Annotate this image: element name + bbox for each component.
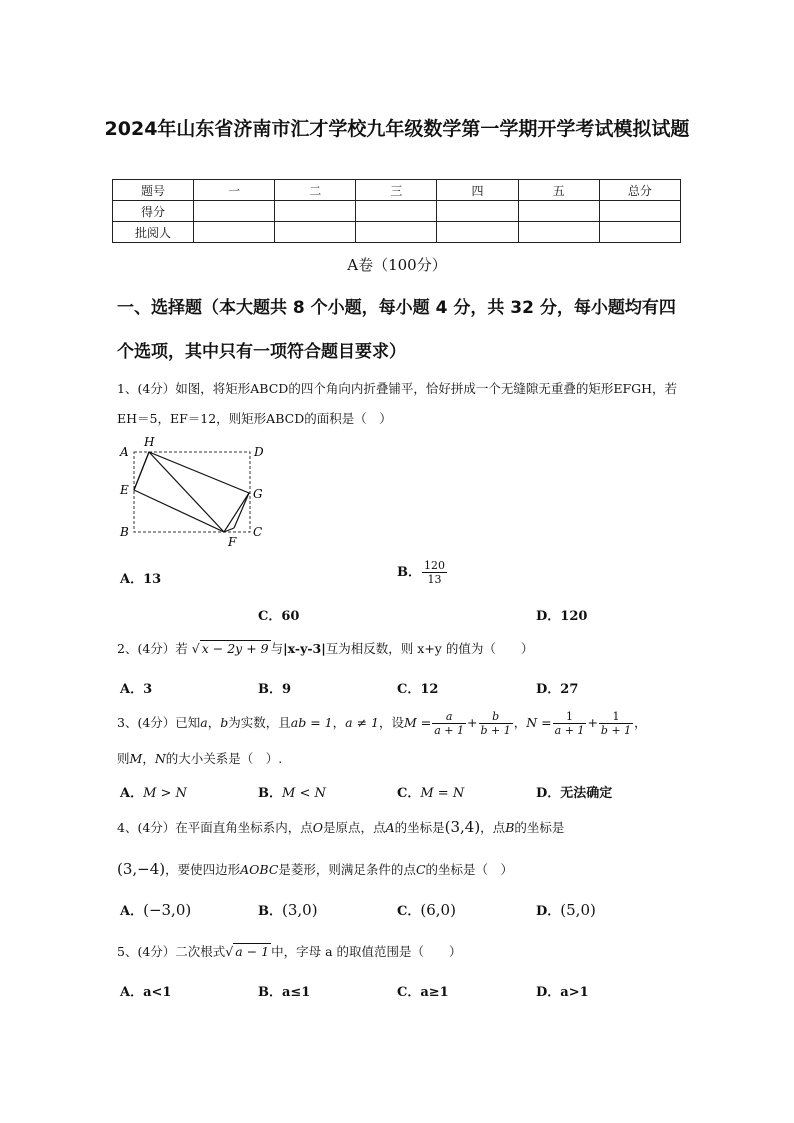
fraction-denominator: 13: [427, 573, 442, 586]
label-A: A: [120, 445, 129, 459]
score-header-cell: 四: [437, 180, 518, 201]
score-cell[interactable]: [356, 201, 437, 222]
score-cell[interactable]: [356, 222, 437, 243]
question-2-text: [117, 634, 683, 664]
fraction-denominator: b + 1: [480, 724, 511, 737]
hidden-line: [134, 490, 249, 493]
q4-point-O: O: [312, 820, 324, 835]
option-label: A．: [120, 904, 144, 919]
q3-var-a: a: [200, 715, 208, 730]
option-label: D．: [536, 904, 561, 919]
score-cell[interactable]: [194, 222, 275, 243]
label-E: E: [120, 483, 129, 497]
question-4-line-1: [117, 812, 683, 843]
q2-abs: |x-y-3|: [283, 641, 326, 656]
q4-text: ，点: [480, 820, 506, 835]
fraction-numerator: a: [432, 710, 466, 724]
q5-option-c[interactable]: C．a≥1: [397, 985, 449, 1000]
q5-option-b[interactable]: B．a≤1: [258, 985, 311, 1000]
q3-var-N: N: [154, 751, 166, 766]
q1-option-c[interactable]: C．60: [258, 609, 300, 624]
fold-line-hf: [149, 452, 224, 532]
score-table-row: [113, 201, 681, 222]
q1-option-b[interactable]: [397, 559, 448, 586]
q4-option-d[interactable]: [536, 900, 596, 919]
question-1-text: 1、(4分）如图，将矩形ABCD的四个角向内折叠铺平，恰好拼成一个无缝隙无重叠的矩形EFGH，若EH＝5，EF＝12，则矩形ABCD的面积是（ ）: [117, 381, 677, 426]
q3-option-c[interactable]: [397, 782, 464, 801]
score-table-header-row: [113, 180, 681, 201]
fraction: [599, 710, 633, 737]
option-label: B．: [258, 904, 282, 919]
question-4-line-2: [117, 854, 683, 885]
option-label: C．: [397, 786, 421, 801]
q1-option-b-fraction: [422, 559, 447, 586]
q3-text: ，: [332, 715, 346, 730]
q3-option-d[interactable]: D．无法确定: [536, 786, 613, 801]
fraction-numerator: b: [479, 710, 513, 724]
label-C: C: [253, 525, 263, 539]
fraction-numerator: 120: [424, 559, 445, 572]
fraction: [553, 710, 587, 737]
q3-text: 则: [117, 751, 130, 766]
score-table-row: [113, 222, 681, 243]
q4-point-C: C: [415, 862, 426, 877]
q5-text: 中，字母 a 的取值范围是（ ）: [271, 944, 462, 959]
q2-prefix: 2、(4分）若: [117, 641, 188, 656]
q5-text: 5、(4分）二次根式: [117, 944, 226, 959]
score-header-cell: 五: [518, 180, 599, 201]
label-H: H: [144, 435, 155, 449]
option-value: (3,0): [282, 901, 318, 919]
score-cell[interactable]: [518, 222, 599, 243]
label-D: D: [254, 445, 264, 459]
option-value: M = N: [420, 786, 465, 801]
score-cell[interactable]: [194, 201, 275, 222]
section-1-heading: 一、选择题（本大题共 8 个小题，每小题 4 分，共 32 分，每小题均有四个选项，其中只有一项符合题目要求）: [117, 298, 676, 362]
q4-point-A: A: [385, 820, 395, 835]
option-value: M > N: [143, 786, 187, 801]
option-label: A．: [120, 786, 144, 801]
q3-text: ，: [142, 751, 155, 766]
question-3-line-1: 3、(4分）已知a，b为实数，且ab = 1，a ≠ 1，设M = $\frac{a}{a + 1}$ + $\frac{b}{b + 1}$ ，N = $\frac{1}{a + 1}$ + $\frac{1}{b + 1}$ ，: [117, 710, 647, 737]
q4-option-b[interactable]: [258, 900, 318, 919]
score-table: [112, 179, 681, 243]
q4-text: 的坐标是（ ）: [425, 862, 514, 877]
q2-option-c[interactable]: C．12: [397, 682, 439, 697]
score-cell[interactable]: [275, 201, 356, 222]
rectangle-efgh: [134, 452, 249, 532]
q1-option-a[interactable]: A．13: [120, 572, 162, 587]
q2-option-d[interactable]: D．27: [536, 682, 579, 697]
label-G: G: [253, 487, 263, 501]
score-header-cell: 总分: [599, 180, 680, 201]
q5-radicand: a − 1: [235, 944, 270, 959]
label-F: F: [228, 535, 237, 549]
option-value: M < N: [282, 786, 326, 801]
q3-condition: ab = 1: [290, 715, 333, 730]
q4-text: 的坐标是: [394, 820, 445, 835]
question-5-text: [117, 937, 683, 967]
fold-line-g: [234, 493, 249, 528]
question-1-figure: [116, 432, 276, 552]
q3-var-M: M: [129, 751, 143, 766]
q1-option-d[interactable]: D．120: [536, 609, 588, 624]
sqrt-sign: √: [225, 944, 234, 959]
fraction: [479, 710, 513, 737]
q3-option-a[interactable]: [120, 782, 187, 801]
option-value: (−3,0): [143, 901, 192, 919]
score-header-cell: 一: [194, 180, 275, 201]
score-header-cell: 二: [275, 180, 356, 201]
score-header-cell: 三: [356, 180, 437, 201]
q4-option-a[interactable]: [120, 900, 191, 919]
fold-line-he: [134, 452, 149, 490]
q3-text: ，: [207, 715, 221, 730]
q2-mid: 与: [270, 641, 284, 656]
label-B: B: [120, 525, 129, 539]
rectangle-abcd-outline: [134, 452, 250, 532]
score-cell[interactable]: [437, 222, 518, 243]
q4-text: 是菱形，则满足条件的点: [278, 862, 416, 877]
q1-option-b-label: B．: [397, 565, 421, 580]
q4-text: 4、(4分）在平面直角坐标系内，点: [117, 820, 313, 835]
fraction-denominator: a + 1: [554, 724, 585, 737]
q4-option-c[interactable]: [397, 900, 456, 919]
q3-N-def: N =: [526, 715, 552, 730]
option-label: B．: [258, 786, 282, 801]
q5-option-d[interactable]: D．a>1: [536, 985, 589, 1000]
q4-text: 是原点，点: [323, 820, 386, 835]
score-cell[interactable]: [275, 222, 356, 243]
score-cell[interactable]: [599, 222, 680, 243]
option-value: (5,0): [560, 901, 596, 919]
q3-condition-2: a ≠ 1: [345, 715, 379, 730]
q2-suffix: 互为相反数，则 x+y 的值为（ ）: [325, 641, 534, 656]
question-3-line-2: [117, 744, 683, 774]
option-value: (6,0): [420, 901, 456, 919]
q5-option-a[interactable]: A．a<1: [120, 985, 172, 1000]
fraction: [432, 710, 466, 737]
q2-radicand: x − 2y + 9: [201, 641, 269, 656]
fraction-denominator: a + 1: [434, 724, 465, 737]
q4-quad: AOBC: [240, 862, 279, 877]
option-label: C．: [397, 904, 421, 919]
score-row-label: 得分: [113, 201, 194, 222]
fraction-numerator: 1: [599, 710, 633, 724]
q3-text: 3、(4分）已知: [117, 715, 201, 730]
q3-text: 为实数，且: [228, 715, 291, 730]
q2-option-a[interactable]: A．3: [120, 682, 153, 697]
q4-point-B: B: [505, 820, 515, 835]
q4-text: 的坐标是: [514, 820, 565, 835]
section-a-heading: A卷（100分）: [347, 256, 447, 274]
score-header-cell: 题号: [113, 180, 194, 201]
score-row-label: 批阅人: [113, 222, 194, 243]
q4-coord-A: (3,4): [444, 818, 481, 836]
document-title: 2024年山东省济南市汇才学校九年级数学第一学期开学考试模拟试题: [104, 118, 690, 140]
q3-option-b[interactable]: [258, 782, 326, 801]
q4-coord-B: (3,−4): [117, 860, 166, 878]
q2-option-b[interactable]: B．9: [258, 682, 292, 697]
fraction-numerator: 1: [553, 710, 587, 724]
q3-var-b: b: [220, 715, 229, 730]
q3-text: 的大小关系是（ ）.: [165, 751, 283, 766]
score-cell[interactable]: [599, 201, 680, 222]
fraction-denominator: b + 1: [600, 724, 632, 737]
score-cell[interactable]: [437, 201, 518, 222]
sqrt-sign: √: [191, 641, 200, 656]
q3-M-def: M =: [403, 715, 432, 730]
score-cell[interactable]: [518, 201, 599, 222]
q3-text: ，设: [378, 715, 404, 730]
q4-text: ，要使四边形: [165, 862, 241, 877]
